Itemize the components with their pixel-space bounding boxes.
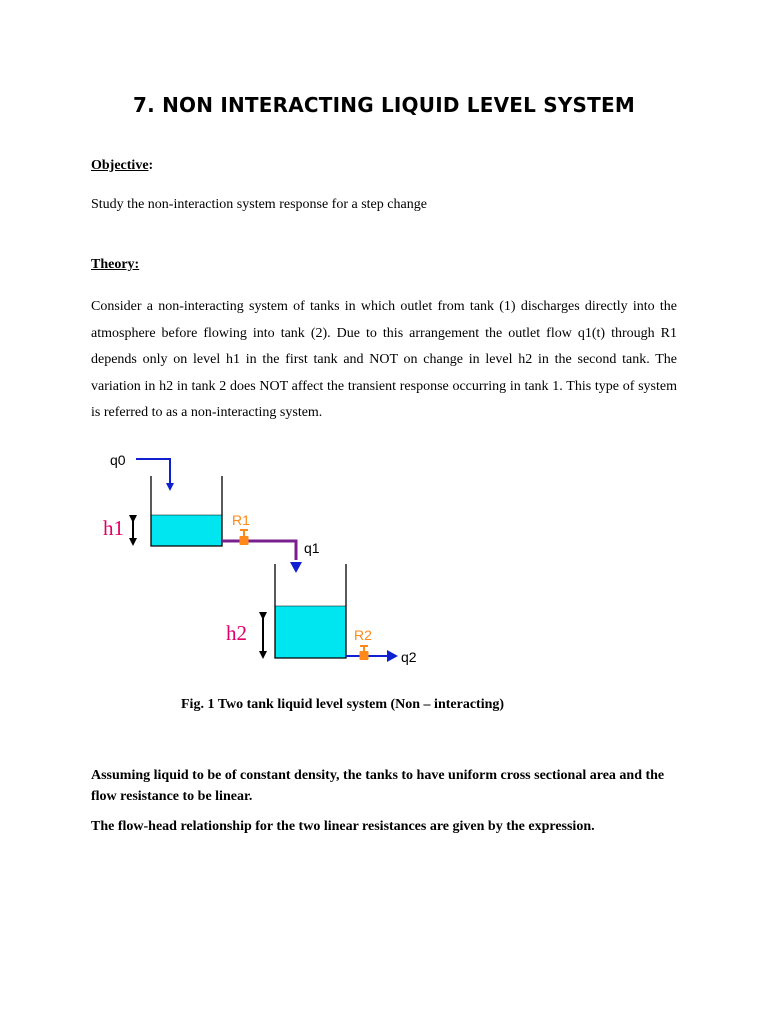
objective-heading-colon: :	[148, 158, 154, 173]
page-title: 7. NON INTERACTING LIQUID LEVEL SYSTEM	[133, 93, 635, 117]
r2-label: R2	[354, 627, 372, 643]
h1-label: h1	[103, 516, 124, 540]
outlet-pipe-1	[222, 541, 296, 560]
q1-flow-arrowhead	[290, 562, 302, 573]
q2-label: q2	[401, 649, 417, 665]
figure-caption: Fig. 1 Two tank liquid level system (Non – interacting)	[181, 697, 505, 712]
tank2-liquid	[275, 606, 346, 658]
tank1-liquid	[151, 515, 222, 546]
h2-label: h2	[226, 621, 247, 645]
theory-paragraph: Consider a non-interacting system of tanks in which outlet from tank (1) discharges directly into the atmosphere before flowing into tank (2). Due to this arrangement the outlet flow q1(t) through R1 depends only on level h1 in the first tank and NOT on change in level h2 in the second tank. The variation in h2 in tank 2 does NOT affect the transient response occurring in tank 1. This type of system is referred to as a non-interacting system.	[91, 299, 677, 421]
r1-valve-icon	[240, 530, 249, 545]
objective-heading-text: Objective	[91, 158, 149, 173]
flow-head-paragraph: The flow-head relationship for the two linear resistances are given by the expression.	[91, 819, 595, 834]
q0-label: q0	[110, 452, 126, 468]
objective-text: Study the non-interaction system response for a step change	[91, 197, 427, 212]
assumption-paragraph: Assuming liquid to be of constant density, the tanks to have uniform cross sectional area and the flow resistance to be linear.	[91, 768, 665, 804]
theory-heading-text: Theory:	[91, 257, 140, 272]
r1-label: R1	[232, 512, 250, 528]
q1-label: q1	[304, 540, 320, 556]
r2-valve-icon	[360, 646, 369, 660]
q0-flow-arrow	[136, 459, 170, 487]
q2-flow-arrowhead	[387, 650, 398, 662]
